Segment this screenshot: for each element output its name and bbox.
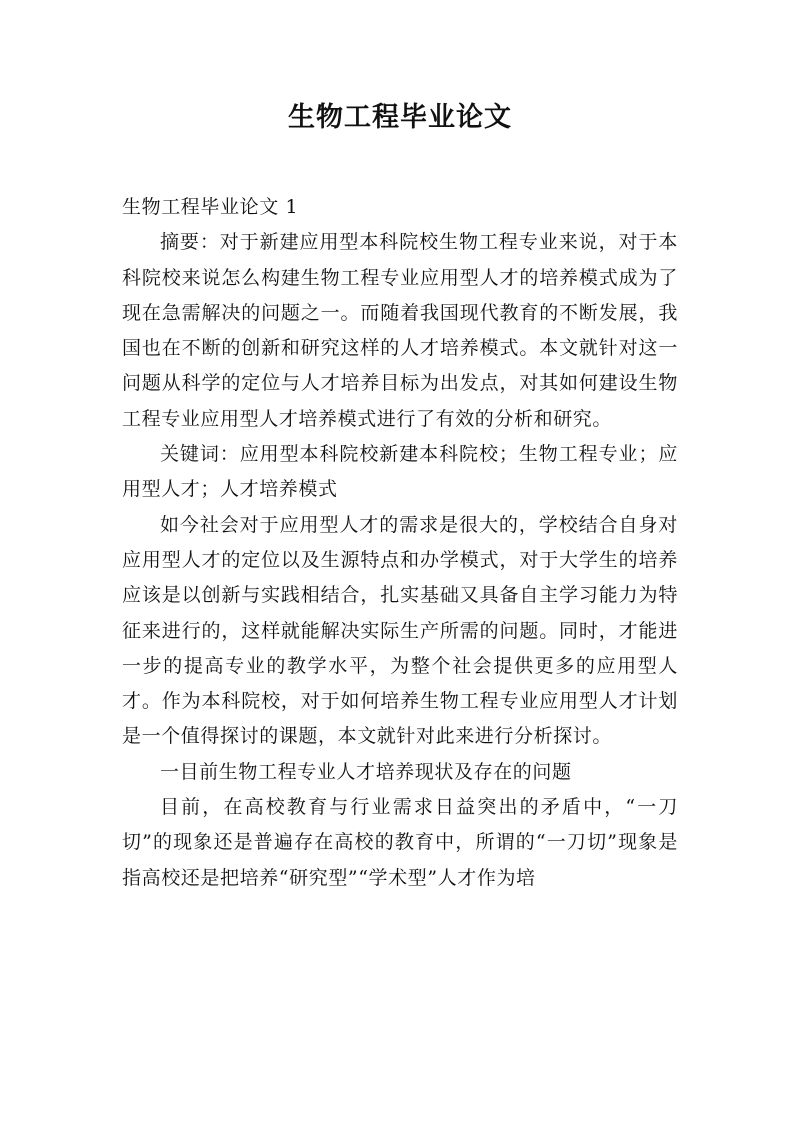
- keywords-paragraph: 关键词：应用型本科院校新建本科院校；生物工程专业；应用型人才；人才培养模式: [122, 443, 678, 501]
- body-paragraph: 目前，在高校教育与行业需求日益突出的矛盾中，“一刀切”的现象还是普遍存在高校的教育中，所谓的“一刀切”现象是指高校还是把培养“研究型”“学术型”人才作为培: [122, 796, 678, 889]
- intro-paragraph: 如今社会对于应用型人才的需求是很大的，学校结合自身对应用型人才的定位以及生源特点和办学模式，对于大学生的培养应该是以创新与实践相结合，扎实基础又具备自主学习能力为特征来进行的，这样就能解决实际生产所需的问题。同时，才能进一步的提高专业的教学水平，为整个社会提供更多的应用型人才。作为本科院校，对于如何培养生物工程专业应用型人才计划是一个值得探讨的课题，本文就针对此来进行分析探讨。: [122, 513, 678, 748]
- section-heading: 生物工程毕业论文 1: [122, 196, 299, 218]
- abstract-paragraph: 摘要：对于新建应用型本科院校生物工程专业来说，对于本科院校来说怎么构建生物工程专业应用型人才的培养模式成为了现在急需解决的问题之一。而随着我国现代教育的不断发展，我国也在不断的创新和研究这样的人才培养模式。本文就针对这一问题从科学的定位与人才培养目标为出发点，对其如何建设生物工程专业应用型人才培养模式进行了有效的分析和研究。: [122, 231, 678, 430]
- document-body: [122, 190, 678, 896]
- subsection-heading: 一目前生物工程专业人才培养现状及存在的问题: [160, 760, 572, 783]
- document-title: 生物工程毕业论文: [288, 102, 512, 133]
